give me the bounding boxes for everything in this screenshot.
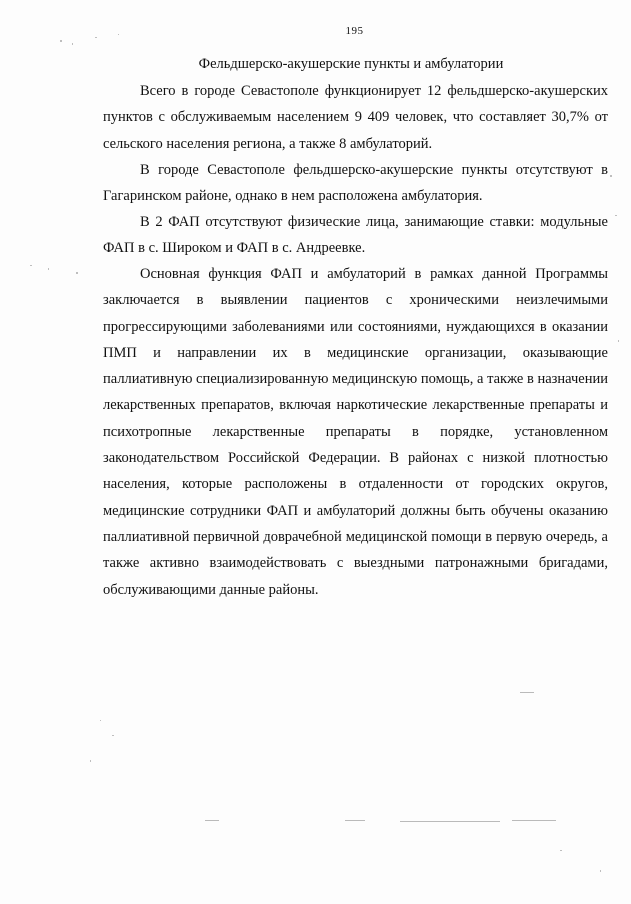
scan-speck xyxy=(60,40,62,42)
scan-speck xyxy=(95,37,97,38)
page-number: 195 xyxy=(345,25,364,37)
scan-speck xyxy=(100,720,101,721)
scan-speck xyxy=(600,870,601,872)
scan-speck xyxy=(30,265,32,266)
scan-speck xyxy=(615,215,617,216)
paragraph-main-function xyxy=(103,261,608,603)
scan-speck xyxy=(112,735,114,736)
scan-speck xyxy=(72,43,73,45)
paragraph-fap-count xyxy=(103,78,608,157)
scan-artifact xyxy=(205,820,219,821)
scan-speck xyxy=(76,272,78,274)
scan-speck xyxy=(560,850,562,851)
paragraph-text: Всего в городе Севастополе функционирует 12 фельдшерско-акушерских пунктов с обслуживаемым населением 9 409 человек, что составляет 30,7% от сельского населения региона, а также 8 амбулаторий. xyxy=(103,83,608,152)
paragraph-vacant-fap xyxy=(103,209,608,262)
scan-speck xyxy=(610,175,612,177)
scan-speck xyxy=(90,760,91,762)
paragraph-text: В 2 ФАП отсутствуют физические лица, занимающие ставки: модульные ФАП в с. Широком и ФАП в с. Андреевке. xyxy=(103,214,608,257)
scan-speck xyxy=(118,34,119,35)
paragraph-gagarinsky-district xyxy=(103,157,608,210)
scan-artifact xyxy=(400,821,500,822)
paragraph-text: В городе Севастополе фельдшерско-акушерские пункты отсутствуют в Гагаринском районе, однако в нем расположена амбулатория. xyxy=(103,162,608,205)
scan-speck xyxy=(48,268,49,270)
paragraph-text: Основная функция ФАП и амбулаторий в рамках данной Программы заключается в выявлении пациентов с хроническими неизлечимыми прогрессирующими заболеваниями или состояниями, нуждающихся в оказании ПМП и направлении их в медицинские организации, оказывающие паллиативную специализированную медицинскую помощь, а также в назначении лекарственных препаратов, включая наркотические лекарственные препараты и психотропные лекарственные препараты в порядке, установленном законодательством Российской Федерации. В районах с низкой плотностью населения, которые расположены в отдаленности от городских округов, медицинские сотрудники ФАП и амбулаторий должны быть обучены оказанию паллиативной первичной доврачебной медицинской помощи в первую очередь, а также активно взаимодействовать с выездными патронажными бригадами, обслуживающими данные районы. xyxy=(103,266,609,598)
scan-artifact xyxy=(512,820,556,821)
scan-speck xyxy=(618,340,619,342)
section-title: Фельдшерско-акушерские пункты и амбулатории xyxy=(198,56,504,72)
scan-artifact xyxy=(520,692,534,693)
scan-artifact xyxy=(345,820,365,821)
